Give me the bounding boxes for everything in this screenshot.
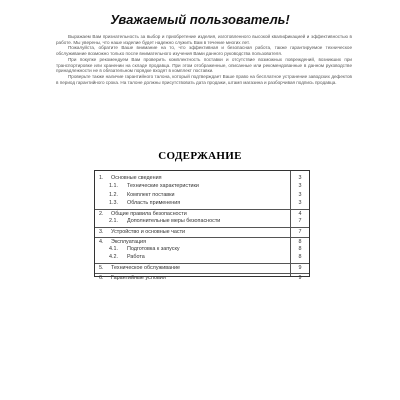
toc-row-number: 5. bbox=[99, 265, 104, 271]
toc-row bbox=[95, 253, 309, 261]
toc-row-number: 1.2. bbox=[109, 191, 118, 198]
toc-title: СОДЕРЖАНИЕ bbox=[158, 150, 242, 162]
toc-row-number: 2. bbox=[99, 210, 104, 217]
intro-paragraph: При покупке рекомендуем Вам проверить комплектность поставки и отсутствие возможных повреждений, возникших при транспортировке или хранении на складе продавца. При этом отображенные, описанные или рекомендованные в данном руководстве принадлежности не в обязательном порядке входят в комплект поставки. bbox=[56, 56, 352, 74]
toc-row-title: Область применения bbox=[127, 199, 181, 206]
intro-text bbox=[56, 34, 352, 85]
toc-row-number: 1.3. bbox=[109, 199, 118, 206]
toc-row-number: 1. bbox=[99, 175, 104, 181]
toc-row-number: 4.1. bbox=[109, 245, 118, 252]
toc-row bbox=[95, 263, 309, 272]
intro-paragraph: Пожалуйста, обратите Ваше внимание на то, что эффективная и безопасная работа, также гарантируемое техническое обслуживание возможно только после внимательного изучения Вами данного руководства пользователя. bbox=[56, 45, 352, 57]
toc-row-title: Гарантийные условия bbox=[111, 274, 166, 281]
toc-row-page: 8 bbox=[298, 238, 302, 245]
toc-row-number: 4.2. bbox=[109, 254, 118, 261]
toc-row-page: 9 bbox=[298, 265, 302, 271]
toc-row-title: Работа bbox=[127, 254, 145, 261]
toc-row-title: Комплект поставки bbox=[127, 191, 175, 198]
toc-row-page: 4 bbox=[298, 210, 302, 217]
greeting-heading: Уважаемый пользователь! bbox=[110, 12, 290, 27]
toc-row-title: Основные сведения bbox=[111, 175, 162, 181]
toc-row-page: 3 bbox=[298, 175, 302, 181]
toc-row-title: Эксплуатация bbox=[111, 238, 146, 245]
toc-row-title: Общие правила безопасности bbox=[111, 210, 187, 217]
toc-row bbox=[95, 174, 309, 182]
toc-row-title: Устройство и основные части bbox=[111, 228, 186, 235]
toc-row-page: 8 bbox=[298, 254, 302, 261]
toc-row-number: 3. bbox=[99, 228, 104, 235]
toc-row-title: Технические характеристики bbox=[127, 183, 199, 190]
toc-row-page: 7 bbox=[298, 228, 302, 235]
toc-row-number: 2.1. bbox=[109, 218, 118, 224]
toc-row-number: 1.1. bbox=[109, 183, 118, 190]
toc-row bbox=[95, 191, 309, 199]
toc-row bbox=[95, 182, 309, 190]
toc-row bbox=[95, 245, 309, 253]
toc-row-number: 6. bbox=[99, 274, 104, 281]
toc-row bbox=[95, 273, 309, 282]
toc-row-page: 3 bbox=[298, 191, 302, 198]
intro-paragraph: Проверьте также наличие гарантийного талона, который подтверждает Ваше право на бесплатное устранение заводских дефектов в период гарантийного срока. На талоне должны присутствовать дата продажи, штамп магазина и разборчивая подпись продавца. bbox=[56, 73, 352, 85]
toc-row-page: 3 bbox=[298, 183, 302, 190]
toc-row-title: Дополнительные меры безопасности bbox=[127, 218, 221, 224]
toc-row-page: 7 bbox=[298, 218, 302, 224]
toc-row-page: 8 bbox=[298, 245, 302, 252]
toc-row bbox=[95, 227, 309, 236]
toc-row-page: 9 bbox=[298, 274, 302, 281]
toc-row bbox=[95, 199, 309, 207]
intro-paragraph: Выражаем Вам признательность за выбор и приобретение изделия, изготовленного высокой квалификацией и эффективностью в работе. Мы уверены, что наше изделие будет надежно служить Вам в течение многих лет. bbox=[56, 34, 352, 45]
toc-row bbox=[95, 217, 309, 225]
toc-row-title: Техническое обслуживание bbox=[111, 265, 180, 271]
toc-table bbox=[94, 170, 310, 281]
toc-row-number: 4. bbox=[99, 238, 104, 245]
toc-row-page: 3 bbox=[298, 199, 302, 206]
toc-row-title: Подготовка к запуску bbox=[127, 245, 180, 252]
